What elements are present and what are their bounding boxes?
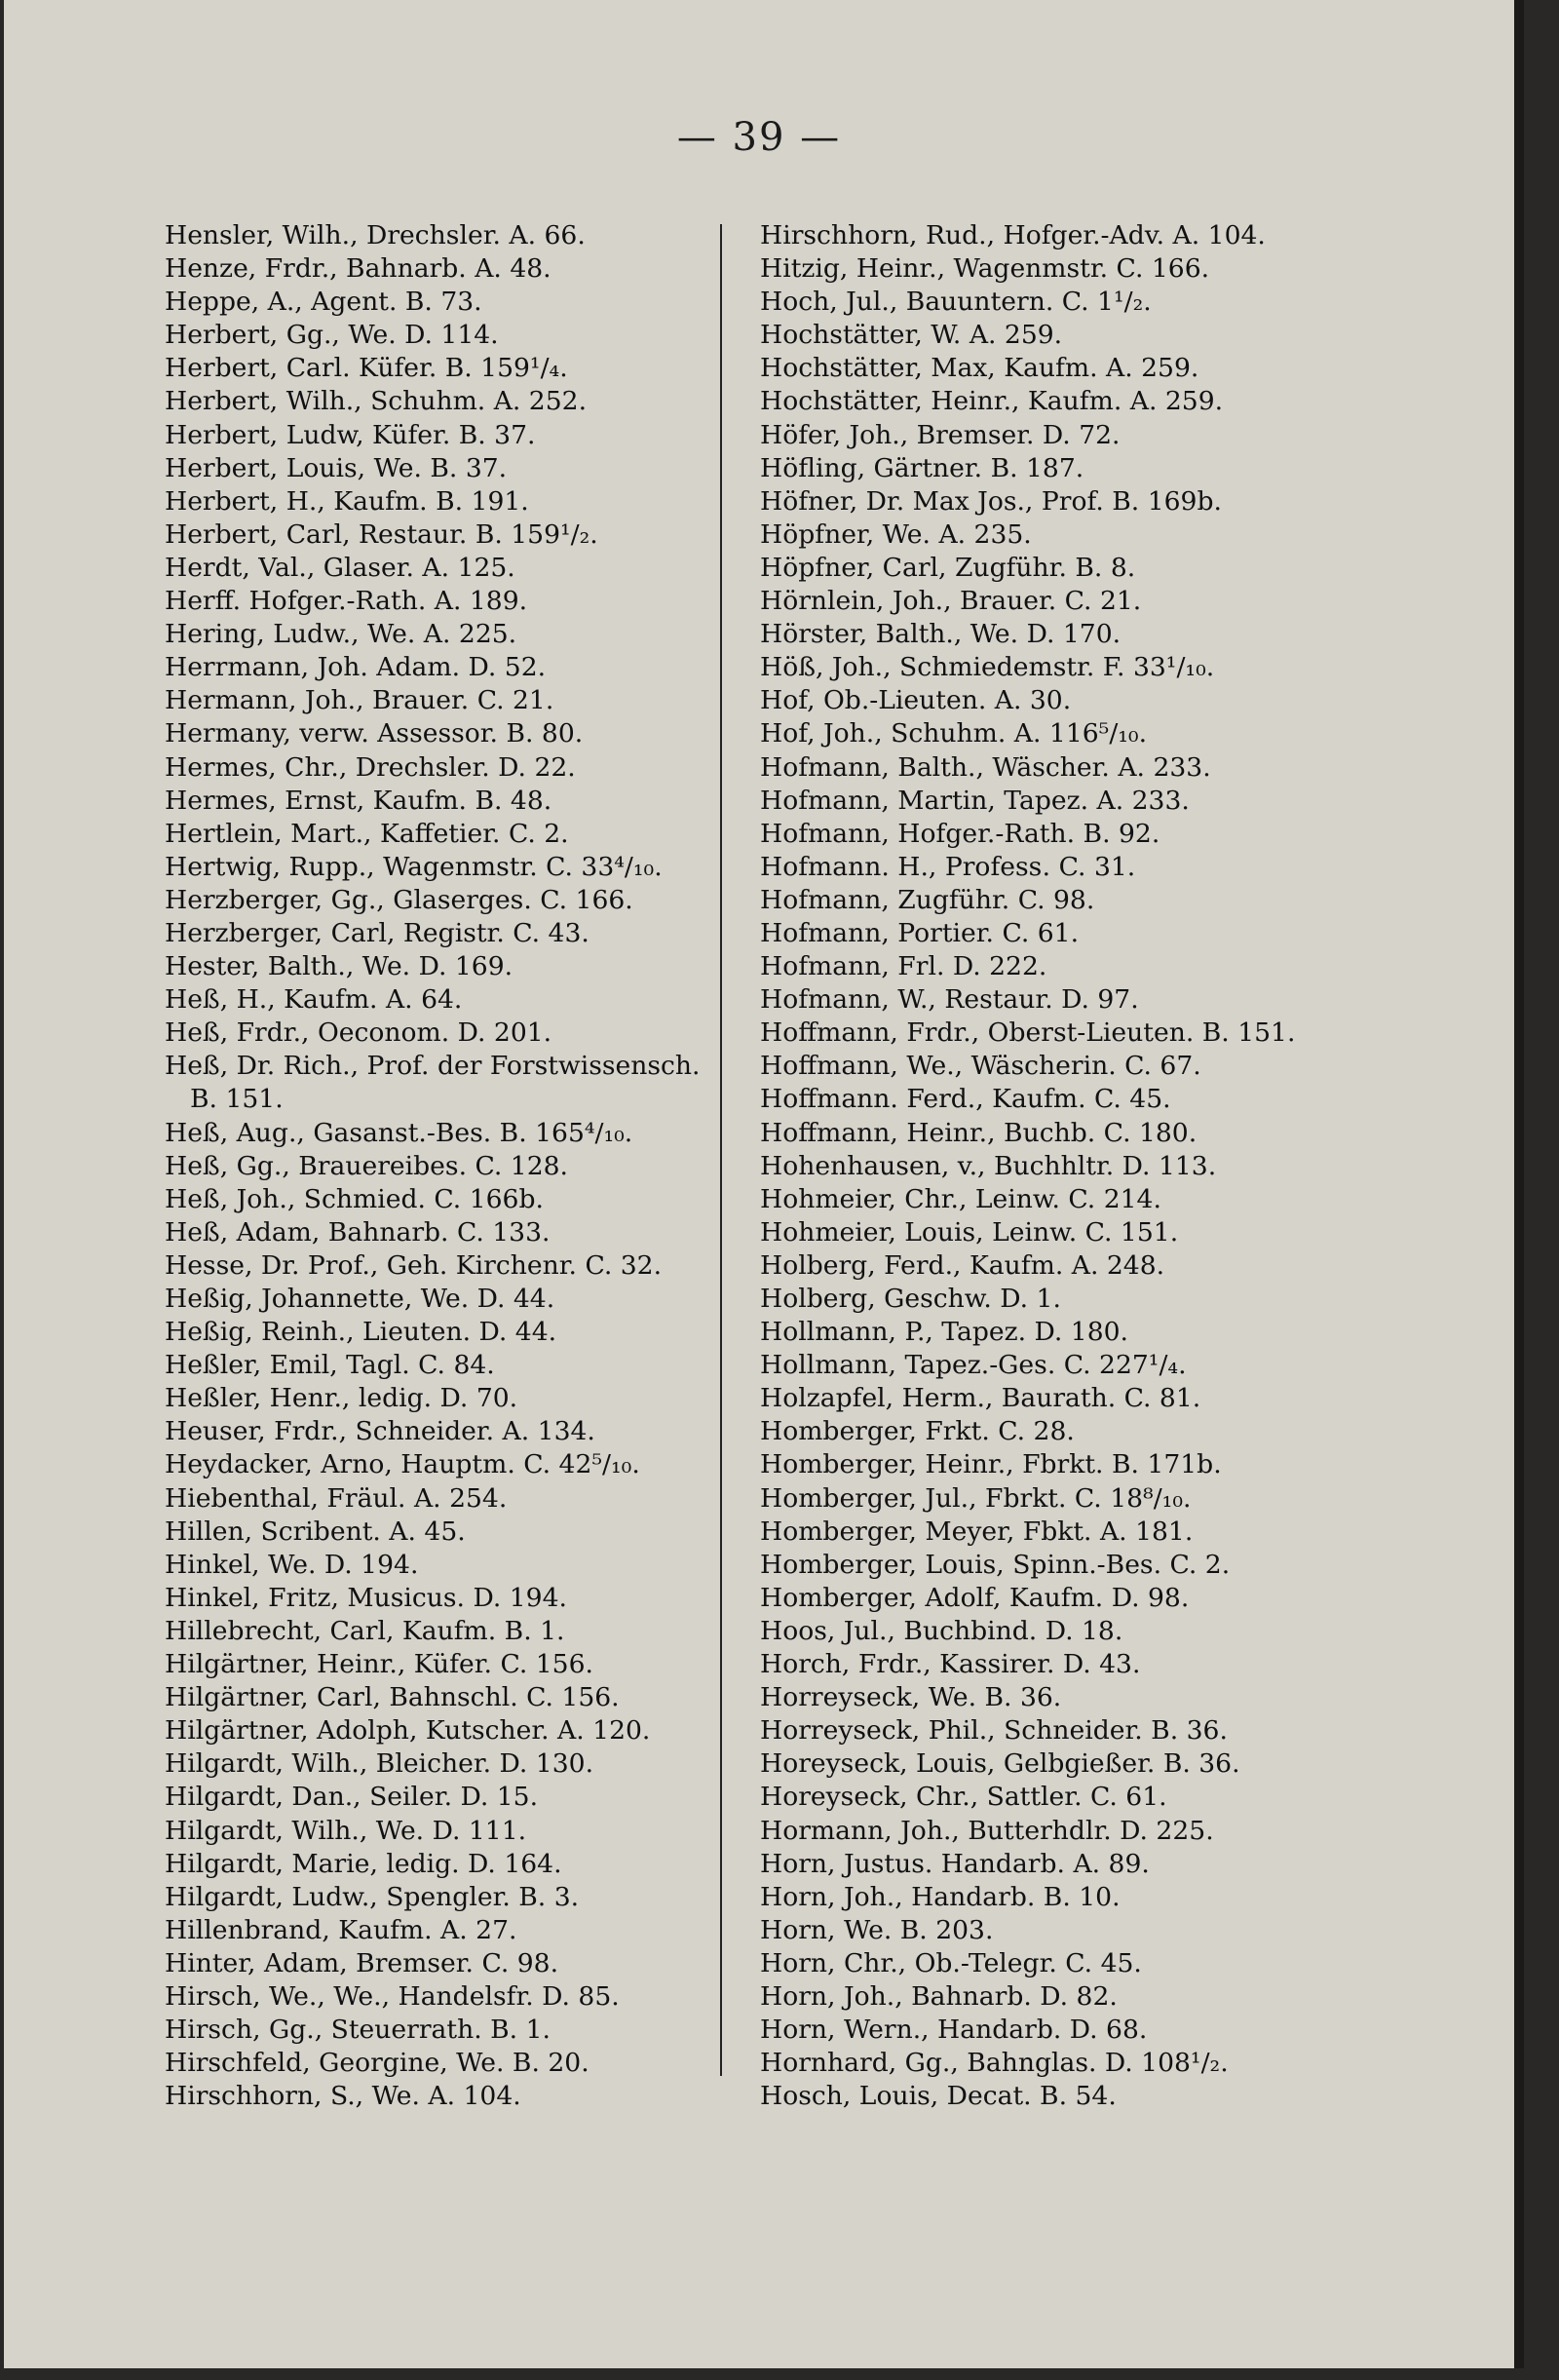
directory-entry: Homberger, Adolf, Kaufm. D. 98. — [760, 1582, 1190, 1613]
directory-entry: Hochstätter, W. A. 259. — [760, 320, 1063, 351]
directory-entry: Hilgärtner, Carl, Bahnschl. C. 156. — [165, 1682, 620, 1713]
directory-entry: Hoos, Jul., Buchbind. D. 18. — [760, 1615, 1123, 1646]
directory-entry: Hörnlein, Joh., Brauer. C. 21. — [760, 586, 1142, 617]
directory-entry: Hosch, Louis, Decat. B. 54. — [760, 2081, 1117, 2112]
book-page — [4, 0, 1524, 2368]
directory-entry: Hilgärtner, Heinr., Küfer. C. 156. — [165, 1649, 593, 1680]
directory-entry: Herzberger, Carl, Registr. C. 43. — [165, 917, 589, 948]
directory-entry: Hermes, Ernst, Kaufm. B. 48. — [165, 785, 552, 816]
directory-entry: Hensler, Wilh., Drechsler. A. 66. — [165, 220, 586, 250]
directory-entry: Hofmann, Portier. C. 61. — [760, 917, 1080, 948]
directory-entry: Hesse, Dr. Prof., Geh. Kirchenr. C. 32. — [165, 1249, 663, 1281]
directory-entry: B. 151. — [190, 1084, 284, 1115]
directory-entry: Hofmann, Martin, Tapez. A. 233. — [760, 785, 1190, 816]
column-divider — [720, 224, 722, 2076]
directory-entry: Hermann, Joh., Brauer. C. 21. — [165, 685, 554, 716]
directory-entry: Horch, Frdr., Kassirer. D. 43. — [760, 1649, 1141, 1680]
directory-entry: Hörster, Balth., We. D. 170. — [760, 619, 1122, 650]
directory-entry: Höpfner, We. A. 235. — [760, 518, 1032, 550]
directory-entry: Horn, Joh., Bahnarb. D. 82. — [760, 1980, 1118, 2012]
directory-entry: Heuser, Frdr., Schneider. A. 134. — [165, 1416, 595, 1447]
directory-entry: Hollmann, Tapez.-Ges. C. 227¹/₄. — [760, 1350, 1187, 1381]
left-column — [165, 219, 749, 2113]
directory-entry: Horn, Chr., Ob.-Telegr. C. 45. — [760, 1947, 1142, 1978]
directory-entry: Hof, Ob.-Lieuten. A. 30. — [760, 685, 1072, 716]
directory-entry: Hohenhausen, v., Buchhltr. D. 113. — [760, 1150, 1217, 1181]
directory-entry: Höfer, Joh., Bremser. D. 72. — [760, 419, 1121, 450]
directory-entry: Heß, H., Kaufm. A. 64. — [165, 984, 463, 1016]
directory-entry: Heß, Dr. Rich., Prof. der Forstwissensch. — [165, 1051, 701, 1082]
directory-entry: Hofmann, Zugführ. C. 98. — [760, 884, 1095, 915]
directory-entry: Herbert, Carl, Restaur. B. 159¹/₂. — [165, 518, 598, 550]
directory-entry: Hofmann, Balth., Wäscher. A. 233. — [760, 751, 1211, 783]
directory-entry: Horn, Joh., Handarb. B. 10. — [760, 1881, 1121, 1912]
directory-entry: Heydacker, Arno, Hauptm. C. 42⁵/₁₀. — [165, 1449, 640, 1480]
directory-entry: Hitzig, Heinr., Wagenmstr. C. 166. — [760, 253, 1210, 285]
directory-entry: Hilgardt, Wilh., Bleicher. D. 130. — [165, 1748, 594, 1780]
directory-entry: Herbert, H., Kaufm. B. 191. — [165, 485, 529, 517]
directory-entry: Hilgärtner, Adolph, Kutscher. A. 120. — [165, 1715, 651, 1747]
directory-entry: Hoch, Jul., Bauuntern. C. 1¹/₂. — [760, 287, 1152, 318]
right-column — [760, 219, 1345, 2113]
directory-entry: Holberg, Ferd., Kaufm. A. 248. — [760, 1249, 1165, 1281]
directory-entry: Herrmann, Joh. Adam. D. 52. — [165, 652, 547, 683]
directory-entry: Hilgardt, Marie, ledig. D. 164. — [165, 1848, 562, 1879]
directory-entry: Heß, Frdr., Oeconom. D. 201. — [165, 1017, 552, 1049]
directory-entry: Hinter, Adam, Bremser. C. 98. — [165, 1947, 559, 1978]
directory-entry: Hochstätter, Max, Kaufm. A. 259. — [760, 353, 1199, 384]
directory-entry: Heppe, A., Agent. B. 73. — [165, 287, 482, 318]
directory-entry: Heß, Gg., Brauereibes. C. 128. — [165, 1150, 568, 1181]
directory-entry: Hering, Ludw., We. A. 225. — [165, 619, 517, 650]
directory-entry: Hoffmann. Ferd., Kaufm. C. 45. — [760, 1084, 1171, 1115]
directory-entry: Hilgardt, Dan., Seiler. D. 15. — [165, 1782, 539, 1813]
directory-entry: Hohmeier, Chr., Leinw. C. 214. — [760, 1183, 1161, 1214]
directory-entry: Hofmann, Hofger.-Rath. B. 92. — [760, 818, 1160, 849]
directory-entry: Hirschhorn, S., We. A. 104. — [165, 2081, 521, 2112]
directory-entry: Herbert, Louis, We. B. 37. — [165, 452, 508, 483]
directory-entry: Homberger, Jul., Fbrkt. C. 18⁸/₁₀. — [760, 1482, 1192, 1514]
directory-entry: Horreyseck, We. B. 36. — [760, 1682, 1062, 1713]
directory-entry: Hofmann, W., Restaur. D. 97. — [760, 984, 1139, 1016]
directory-entry: Hirsch, Gg., Steuerrath. B. 1. — [165, 2015, 551, 2046]
directory-entry: Homberger, Frkt. C. 28. — [760, 1416, 1075, 1447]
directory-entry: Homberger, Louis, Spinn.-Bes. C. 2. — [760, 1549, 1231, 1580]
directory-entry: Hinkel, Fritz, Musicus. D. 194. — [165, 1582, 567, 1613]
directory-entry: Höfner, Dr. Max Jos., Prof. B. 169b. — [760, 485, 1222, 517]
directory-entry: Horeyseck, Louis, Gelbgießer. B. 36. — [760, 1748, 1240, 1780]
directory-entry: Heß, Adam, Bahnarb. C. 133. — [165, 1216, 551, 1248]
directory-entry: Herff. Hofger.-Rath. A. 189. — [165, 586, 528, 617]
directory-entry: Henze, Frdr., Bahnarb. A. 48. — [165, 253, 551, 285]
directory-entry: Hoffmann, Frdr., Oberst-Lieuten. B. 151. — [760, 1017, 1296, 1049]
directory-entry: Horn, Wern., Handarb. D. 68. — [760, 2015, 1148, 2046]
directory-entry: Herbert, Wilh., Schuhm. A. 252. — [165, 386, 588, 417]
directory-entry: Herbert, Carl. Küfer. B. 159¹/₄. — [165, 353, 568, 384]
directory-entry: Hirschhorn, Rud., Hofger.-Adv. A. 104. — [760, 220, 1266, 250]
directory-entry: Hillen, Scribent. A. 45. — [165, 1516, 466, 1547]
directory-entry: Herbert, Gg., We. D. 114. — [165, 320, 499, 351]
directory-entry: Hilgardt, Wilh., We. D. 111. — [165, 1815, 527, 1846]
directory-entry: Hiebenthal, Fräul. A. 254. — [165, 1482, 508, 1514]
directory-entry: Höß, Joh., Schmiedemstr. F. 33¹/₁₀. — [760, 652, 1215, 683]
directory-entry: Holzapfel, Herm., Baurath. C. 81. — [760, 1383, 1201, 1414]
directory-entry: Heßler, Emil, Tagl. C. 84. — [165, 1350, 495, 1381]
page-number: — 39 — — [676, 115, 842, 160]
directory-entry: Hester, Balth., We. D. 169. — [165, 951, 513, 982]
directory-entry: Hinkel, We. D. 194. — [165, 1549, 419, 1580]
directory-entry: Hirsch, We., We., Handelsfr. D. 85. — [165, 1980, 620, 2012]
directory-entry: Höfling, Gärtner. B. 187. — [760, 452, 1084, 483]
directory-entry: Horeyseck, Chr., Sattler. C. 61. — [760, 1782, 1167, 1813]
directory-entry: Hertlein, Mart., Kaffetier. C. 2. — [165, 818, 569, 849]
directory-entry: Heßig, Johannette, We. D. 44. — [165, 1284, 555, 1314]
directory-entry: Hornhard, Gg., Bahnglas. D. 108¹/₂. — [760, 2048, 1229, 2079]
directory-entry: Hillenbrand, Kaufm. A. 27. — [165, 1914, 517, 1945]
directory-entry: Herbert, Ludw, Küfer. B. 37. — [165, 419, 536, 450]
directory-entry: Herzberger, Gg., Glaserges. C. 166. — [165, 884, 633, 915]
directory-entry: Horn, We. B. 203. — [760, 1914, 994, 1945]
directory-entry: Heßig, Reinh., Lieuten. D. 44. — [165, 1317, 557, 1348]
directory-entry: Hormann, Joh., Butterhdlr. D. 225. — [760, 1815, 1214, 1846]
directory-entry: Hof, Joh., Schuhm. A. 116⁵/₁₀. — [760, 718, 1148, 749]
directory-entry: Hoffmann, Heinr., Buchb. C. 180. — [760, 1117, 1198, 1148]
directory-entry: Horreyseck, Phil., Schneider. B. 36. — [760, 1715, 1228, 1747]
directory-entry: Hoffmann, We., Wäscherin. C. 67. — [760, 1051, 1201, 1082]
directory-entry: Hirschfeld, Georgine, We. B. 20. — [165, 2048, 589, 2079]
directory-entry: Heß, Joh., Schmied. C. 166b. — [165, 1183, 544, 1214]
directory-entry: Hillebrecht, Carl, Kaufm. B. 1. — [165, 1615, 565, 1646]
directory-entry: Hermany, verw. Assessor. B. 80. — [165, 718, 584, 749]
directory-entry: Hochstätter, Heinr., Kaufm. A. 259. — [760, 386, 1224, 417]
directory-entry: Hertwig, Rupp., Wagenmstr. C. 33⁴/₁₀. — [165, 851, 663, 882]
directory-entry: Homberger, Heinr., Fbrkt. B. 171b. — [760, 1449, 1222, 1480]
directory-entry: Heß, Aug., Gasanst.-Bes. B. 165⁴/₁₀. — [165, 1117, 633, 1148]
directory-entry: Hofmann. H., Profess․ C. 31. — [760, 851, 1136, 882]
directory-entry: Hilgardt, Ludw., Spengler. B. 3. — [165, 1881, 580, 1912]
directory-entry: Hohmeier, Louis, Leinw. C. 151. — [760, 1216, 1179, 1248]
directory-entry: Horn, Justus. Handarb. A. 89. — [760, 1848, 1150, 1879]
directory-entry: Herdt, Val., Glaser. A. 125. — [165, 552, 515, 583]
directory-entry: Heßler, Henr., ledig. D. 70. — [165, 1383, 518, 1414]
directory-entry: Höpfner, Carl, Zugführ. B. 8. — [760, 552, 1136, 583]
directory-entry: Hollmann, P., Tapez. D. 180. — [760, 1317, 1129, 1348]
directory-entry: Holberg, Geschw. D. 1. — [760, 1284, 1061, 1314]
directory-entry: Homberger, Meyer, Fbkt. A. 181. — [760, 1516, 1194, 1547]
directory-entry: Hofmann, Frl. D. 222. — [760, 951, 1047, 982]
directory-entry: Hermes, Chr., Drechsler. D. 22. — [165, 751, 576, 783]
